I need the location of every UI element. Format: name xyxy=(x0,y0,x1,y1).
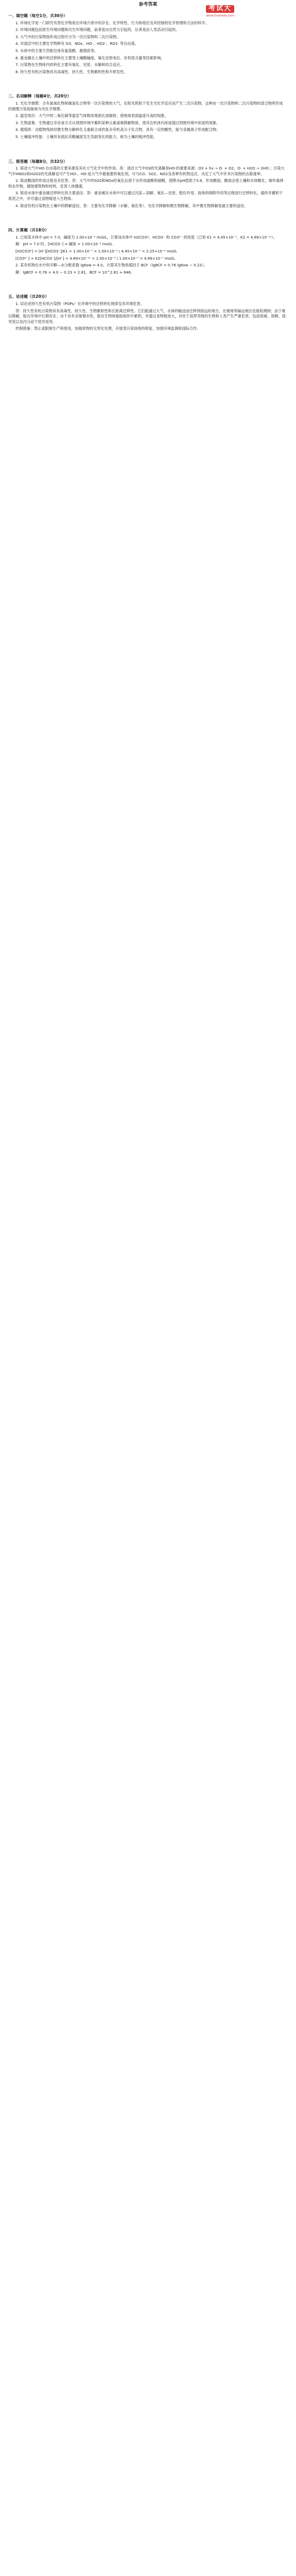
answer-paragraph: 8. 持久性有机污染物具有高毒性、持久性、生物累积性和半挥发性。 xyxy=(15,69,128,74)
answer-section xyxy=(8,294,286,349)
answer-paragraph: 2. 某有机物在水中的辛醇—水分配系数 lgKow = 4.0，计算其生物浓缩因子 BCF（lgBCF = 0.76 lgKow − 0.23）。 xyxy=(15,263,207,268)
answer-paragraph: 4. 对流层中的主要化学物种有 O3、NOx、HO·、HO2·、RO2· 等自由基。 xyxy=(15,41,138,46)
answer-paragraph: [CO3²⁻] = K2[HCO3⁻]/[H⁺] = 4.69×10⁻¹¹ × 1.00×10⁻³ / 1.00×10⁻⁷ = 4.69×10⁻⁷ mol/L xyxy=(15,256,175,261)
section-heading: 一、填空题（每空1分，共30分） xyxy=(8,13,67,18)
watermark-sub: www.Examda.com xyxy=(206,13,235,18)
answer-paragraph: 答：持久性有机污染物具有高毒性、持久性、生物累积性和长距离迁移性。它们能通过大气、水体的输送而迁移到很远的地方，在极地等偏远地区也能检测到；由于难以降解，能在环境中长期存在；由于具有亲脂憎水性，能在生物体脂肪组织中累积，并通过食物链放大，对处于高营养级的生物和人类产生严重危害，包括致癌、致畸、致突变以及内分泌干扰作用等。 xyxy=(8,308,286,324)
answer-paragraph: 4. 腐殖质：动植物残体经微生物分解转化又重新合成的复杂有机高分子化合物，具有一定的酸性，能与金属离子形成配合物。 xyxy=(15,127,220,132)
answer-paragraph: 1. 试论述持久性有机污染物（POPs）在环境中的迁移转化规律及其环境危害。 xyxy=(15,301,144,306)
answer-paragraph: 1. 光化学烟雾：含有氮氧化物和碳氢化合物等一次污染物的大气，在阳光照射下发生光化学反应而产生二次污染物，这种由一次污染物和二次污染物的混合物所形成的烟雾污染现象称为光化学烟雾。 xyxy=(8,100,283,111)
answer-paragraph: 5. 土壤缓冲性能：土壤具有抵抗其酸碱度发生急剧变化的能力，称为土壤的缓冲性能。 xyxy=(15,134,158,139)
section-heading: 四、计算题（共18分） xyxy=(8,228,49,233)
answer-paragraph: 1. 简述大气中HO·自由基的主要来源及其在大气化学中的作用。答：清洁大气中O3的光离解是HO·的重要来源：O3 + hv → O· + O2，O· + H2O → 2HO·；污染大气中HNO2和H2O2的光离解也可产生HO·。HO·是大气中最重要的氧化剂，可与CO、SO2、NO2及各种有机物反应，决定了大气中许多污染物的去除速率。 xyxy=(8,166,285,176)
answer-paragraph: 3. 生物富集：生物通过非吞食方式从周围环境中蓄积某种元素或难降解物质，使其在机体内浓度超过周围环境中浓度的现象。 xyxy=(15,120,220,125)
answer-paragraph: 5. 水体中的主要天然配位体有氨基酸、腐殖质等。 xyxy=(15,48,98,53)
answer-paragraph: 6. 重金属在土壤中的迁移转化主要受土壤酸碱度、氧化还原电位、有机质含量等因素影响。 xyxy=(15,55,165,60)
answer-paragraph: 3. 大气中的污染物按形成过程可分为一次污染物和二次污染物。 xyxy=(15,34,120,39)
answer-paragraph: 1. 已知某水体中 pH = 7.0，碱度为 1.00×10⁻³ mol/L，计算该水体中 H2CO3*、HCO3⁻ 和 CO3²⁻ 的浓度（已知 K1 = 4.45×10⁻⁷，K2 = 4.69×10⁻¹¹）。 xyxy=(15,234,277,240)
answer-section xyxy=(8,159,286,226)
answer-paragraph: 解：pH = 7.0 时，[HCO3⁻] ≈ 碱度 = 1.00×10⁻³ mol/L xyxy=(15,242,113,247)
answer-paragraph: 2. 环境问题包括原生环境问题和次生环境问题，前者是由自然力引起的，后者是由人类活动引起的。 xyxy=(15,27,180,32)
section-heading: 二、名词解释（每题4分，共20分） xyxy=(8,94,72,99)
answer-paragraph: 2. 简述酸雨的形成过程及其危害。答：大气中的SO2和NOx经氧化后溶于水形成硫酸和硝酸，使降水pH值低于5.6，形成酸雨。酸雨会使土壤和水体酸化，破坏森林和农作物，腐蚀建筑物和材料，危害人体健康。 xyxy=(8,178,284,189)
answer-section xyxy=(8,228,286,292)
answer-paragraph: 2. 温室效应：大气中的二氧化碳等温室气体吸收地面长波辐射，使地球表面温度升高的现象。 xyxy=(15,113,168,118)
answer-paragraph: 解：lgBCF = 0.76 × 4.0 − 0.23 = 2.81，BCF = 10^2.81 ≈ 646。 xyxy=(15,269,135,275)
answer-section xyxy=(8,94,286,157)
section-heading: 五、论述题（共20分） xyxy=(8,294,49,299)
page-title: 参考答案 xyxy=(138,2,158,7)
answer-section xyxy=(8,13,286,92)
sections-container xyxy=(8,13,286,349)
answer-paragraph: 4. 简述有机污染物在土壤中的降解途径。答：主要有化学降解（水解、氧化等）、光化学降解和微生物降解，其中微生物降解是最主要的途径。 xyxy=(15,203,248,208)
watermark-brand: 考试大 xyxy=(206,5,234,13)
answer-paragraph: 控制措施：禁止或限制生产和使用，加强废物的无害化处理，开展受污染场地的修复，加强环境监测和国际合作。 xyxy=(15,326,201,331)
answer-paragraph: [H2CO3*] = [H⁺][HCO3⁻]/K1 = 1.00×10⁻⁷ × 1.00×10⁻³ / 4.45×10⁻⁷ = 2.25×10⁻⁴ mol/L xyxy=(15,249,177,254)
answer-content xyxy=(8,11,286,349)
section-heading: 三、简答题（每题8分，共32分） xyxy=(8,159,67,164)
answer-paragraph: 1. 环境化学是一门研究有害化学物质在环境介质中的存在、化学特性、行为和效应及其控制的化学原理和方法的科学。 xyxy=(15,20,209,25)
answer-paragraph: 3. 简述水体中重金属迁移转化的主要途径。答：重金属在水体中可以通过沉淀—溶解、氧化—还原、配位作用、胶体的吸附作用等过程进行迁移转化，最终多蓄积于底泥之中，并可通过食物链进入生物体。 xyxy=(8,191,283,201)
answer-paragraph: 7. 污染物在生物体内的转化主要有氧化、还原、水解和结合反应。 xyxy=(15,62,124,67)
